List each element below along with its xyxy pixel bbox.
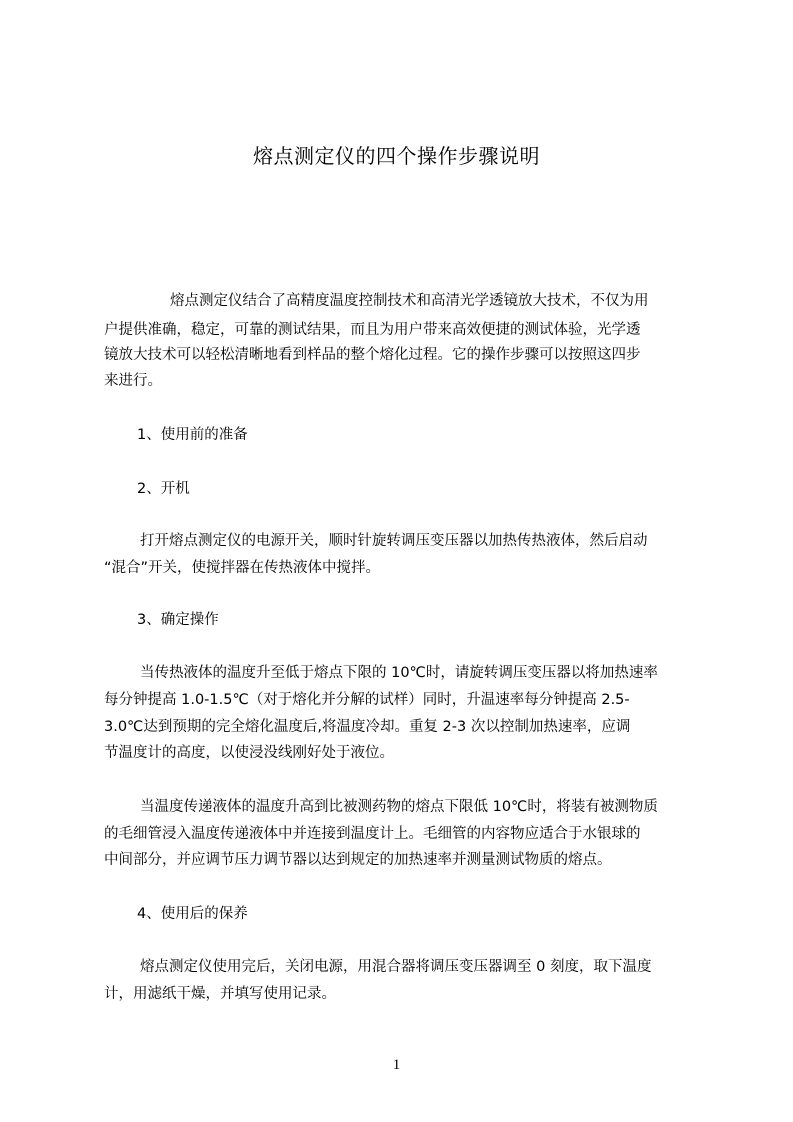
step-4-body-line: 熔点测定仪使用完后，关闭电源，用混合器将调压变压器调至 0 刻度，取下温度 xyxy=(140,959,652,975)
document-title: 熔点测定仪的四个操作步骤说明 xyxy=(253,144,540,168)
intro-line: 来进行。 xyxy=(104,373,162,389)
step-3-body-line: 节温度计的高度，以使浸没线刚好处于液位。 xyxy=(104,745,394,761)
step-3-body-line: 当传热液体的温度升至低于熔点下限的 10℃时，请旋转调压变压器以将加热速率 xyxy=(140,665,658,681)
step-4-heading: 4、使用后的保养 xyxy=(137,906,248,922)
step-3-body-line: 当温度传递液体的温度升高到比被测药物的熔点下限低 10℃时，将装有被测物质 xyxy=(140,799,658,815)
intro-line: 熔点测定仪结合了高精度温度控制技术和高清光学透镜放大技术，不仅为用 xyxy=(170,293,649,309)
step-3-heading: 3、确定操作 xyxy=(137,612,219,628)
step-2-heading: 2、开机 xyxy=(137,481,190,497)
step-3-body-line: 中间部分，并应调节压力调节器以达到规定的加热速率并测量测试物质的熔点。 xyxy=(104,852,612,868)
step-2-body-line: 打开熔点测定仪的电源开关，顺时针旋转调压变压器以加热传热液体，然后启动 xyxy=(140,533,648,549)
step-3-body-line: 每分钟提高 1.0-1.5℃（对于熔化并分解的试样）同时，升温速率每分钟提高 2.5- xyxy=(104,692,630,708)
intro-line: 镜放大技术可以轻松清晰地看到样品的整个熔化过程。它的操作步骤可以按照这四步 xyxy=(104,347,641,363)
step-3-body-line: 的毛细管浸入温度传递液体中并连接到温度计上。毛细管的内容物应适合于水银球的 xyxy=(104,826,641,842)
step-3-body-line: 3.0℃达到预期的完全熔化温度后,将温度冷却。重复 2-3 次以控制加热速率，应调 xyxy=(104,719,631,735)
intro-line: 户提供准确，稳定，可靠的测试结果，而且为用户带来高效便捷的测试体验，光学透 xyxy=(104,322,641,338)
step-4-body-line: 计，用滤纸干燥，并填写使用记录。 xyxy=(104,986,336,1002)
step-2-body-line: “混合”开关，使搅拌器在传热液体中搅拌。 xyxy=(104,560,381,576)
page-number: 1 xyxy=(392,1057,401,1073)
step-1-heading: 1、使用前的准备 xyxy=(137,427,248,443)
